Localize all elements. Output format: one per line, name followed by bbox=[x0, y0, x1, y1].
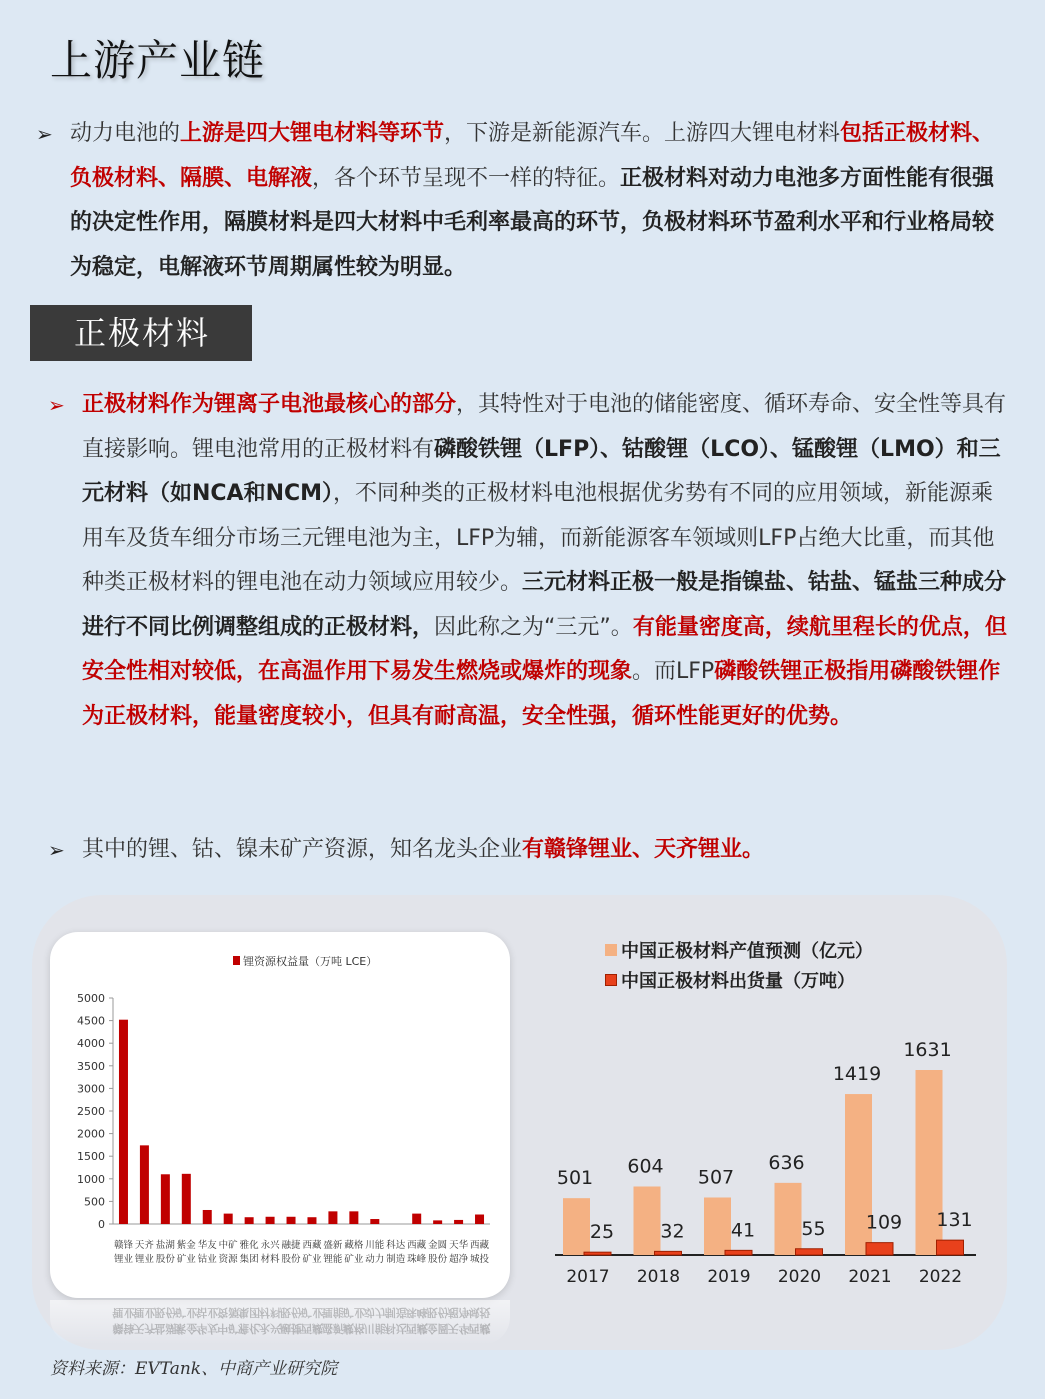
reflection-label: 股份 bbox=[426, 1306, 449, 1319]
volume-label: 41 bbox=[730, 1219, 756, 1242]
reflection-label: 科达 bbox=[384, 1322, 407, 1335]
category-label: 盐湖 bbox=[155, 1240, 175, 1251]
legend-label: 中国正极材料出货量（万吨） bbox=[621, 971, 855, 992]
category-label: 珠峰 bbox=[407, 1254, 427, 1265]
reflection-label: 华友 bbox=[196, 1322, 219, 1335]
reflection-label: 盐湖 bbox=[154, 1322, 177, 1335]
text-run: ，各个环节呈现不一样的特征。 bbox=[312, 165, 621, 191]
reflection-label: 天华 bbox=[447, 1322, 470, 1335]
bar bbox=[266, 1217, 275, 1224]
category-label: 锂业 bbox=[134, 1254, 154, 1265]
y-tick-label: 0 bbox=[98, 1218, 105, 1231]
lithium-resource-chart bbox=[50, 932, 510, 1298]
value-label: 1419 bbox=[832, 1063, 882, 1086]
highlight-run: 有赣锋锂业、天齐锂业。 bbox=[522, 837, 765, 862]
volume-label: 55 bbox=[801, 1217, 826, 1240]
legend-item-volume bbox=[605, 965, 873, 995]
year-label: 2020 bbox=[777, 1267, 822, 1287]
reflection-label: 股份 bbox=[280, 1306, 303, 1319]
category-label: 股份 bbox=[281, 1254, 301, 1265]
cathode-paragraph bbox=[48, 383, 1008, 739]
arrow-bullet-icon: ➢ bbox=[36, 122, 53, 146]
bar bbox=[433, 1220, 442, 1224]
y-tick-label: 1500 bbox=[77, 1150, 105, 1164]
category-label: 赣锋 bbox=[113, 1240, 133, 1251]
reflection-label: 雅化 bbox=[238, 1322, 261, 1335]
reflection-label: 矿业 bbox=[175, 1306, 198, 1319]
text-run: ，下游是新能源汽车。上游四大锂电材料 bbox=[444, 121, 841, 146]
bar bbox=[182, 1174, 191, 1224]
reflection-label: 融捷 bbox=[280, 1322, 303, 1335]
page-title: 上游产业链 bbox=[50, 36, 266, 85]
category-label: 盛新 bbox=[323, 1240, 343, 1251]
bar bbox=[475, 1215, 484, 1224]
y-tick-label: 3000 bbox=[77, 1082, 105, 1096]
reflection-label: 金圆 bbox=[426, 1322, 449, 1335]
highlight-run: 磷酸铁锂正极指用磷酸铁锂作为正极材料，能量密度较小，但具有耐高温，安全性强，循环性能更好的优势。 bbox=[82, 659, 1001, 729]
category-label: 动力 bbox=[365, 1254, 385, 1265]
reflection-label: 中矿 bbox=[217, 1322, 240, 1335]
bar bbox=[370, 1219, 379, 1224]
y-tick-label: 2000 bbox=[77, 1127, 105, 1141]
bar-value bbox=[634, 1186, 661, 1255]
reflection-label: 西藏 bbox=[468, 1322, 491, 1335]
y-tick-label: 5000 bbox=[77, 992, 105, 1005]
reflection-label: 矿业 bbox=[342, 1306, 365, 1319]
source-note: 资料来源：EVTank、中商产业研究院 bbox=[50, 1359, 338, 1379]
bar-volume bbox=[937, 1240, 964, 1255]
reflection-label: 赣锋 bbox=[112, 1322, 135, 1335]
bar bbox=[454, 1220, 463, 1224]
category-label: 钴业 bbox=[197, 1254, 217, 1265]
reflection-label: 西藏 bbox=[300, 1322, 323, 1335]
bar bbox=[349, 1211, 358, 1224]
chart-reflection bbox=[50, 1300, 510, 1345]
volume-label: 109 bbox=[865, 1211, 903, 1234]
category-label: 川能 bbox=[365, 1240, 385, 1251]
category-label: 矿业 bbox=[176, 1254, 196, 1265]
bar bbox=[412, 1214, 421, 1224]
y-tick-label: 4000 bbox=[77, 1037, 105, 1051]
legend-swatch bbox=[605, 974, 617, 986]
category-label: 华友 bbox=[197, 1240, 217, 1251]
category-label: 紫金 bbox=[176, 1240, 196, 1251]
y-tick-label: 1000 bbox=[77, 1172, 105, 1186]
category-label: 锂能 bbox=[323, 1254, 343, 1265]
value-label: 636 bbox=[768, 1151, 805, 1174]
category-label: 西藏 bbox=[302, 1240, 322, 1251]
category-label: 超净 bbox=[449, 1254, 469, 1265]
year-label: 2019 bbox=[707, 1267, 751, 1287]
bar bbox=[287, 1217, 296, 1224]
bar-value bbox=[704, 1197, 731, 1255]
value-label: 507 bbox=[697, 1166, 735, 1189]
lithium-resource-chart-svg bbox=[50, 932, 510, 1298]
category-label: 集团 bbox=[239, 1254, 259, 1265]
text-run: 动力电池的 bbox=[70, 121, 181, 146]
volume-label: 131 bbox=[936, 1209, 973, 1232]
category-label: 天华 bbox=[449, 1240, 469, 1251]
legend-swatch bbox=[605, 944, 617, 956]
category-label: 永兴 bbox=[260, 1240, 280, 1251]
category-label: 西藏 bbox=[407, 1240, 427, 1251]
reflection-svg bbox=[50, 1300, 510, 1345]
reflection-label: 紫金 bbox=[175, 1322, 198, 1335]
reflection-label: 钴业 bbox=[196, 1306, 219, 1319]
arrow-bullet-icon: ➢ bbox=[48, 838, 65, 862]
highlight-run: 正极材料作为锂离子电池最核心的部分 bbox=[82, 392, 457, 417]
reflection-label: 天齐 bbox=[133, 1322, 156, 1335]
bar bbox=[161, 1174, 170, 1224]
bar-volume bbox=[584, 1252, 611, 1255]
category-label: 藏格 bbox=[344, 1240, 364, 1251]
reflection-label: 珠峰 bbox=[405, 1306, 428, 1319]
reflection-label: 资源 bbox=[217, 1306, 240, 1319]
reflection-label: 锂能 bbox=[321, 1306, 344, 1319]
category-label: 锂业 bbox=[113, 1254, 133, 1265]
right-chart-legend bbox=[605, 935, 873, 995]
intro-paragraph bbox=[36, 112, 996, 290]
reflection-label: 矿业 bbox=[300, 1306, 323, 1319]
category-label: 金圆 bbox=[428, 1240, 448, 1251]
reflection-label: 锂业 bbox=[112, 1306, 135, 1319]
legend-item-value bbox=[605, 935, 873, 965]
bar-volume bbox=[796, 1249, 823, 1255]
category-label: 融捷 bbox=[281, 1240, 301, 1251]
bar bbox=[203, 1210, 212, 1224]
bar-volume bbox=[725, 1250, 752, 1255]
value-label: 604 bbox=[627, 1155, 664, 1178]
category-label: 西藏 bbox=[470, 1240, 490, 1251]
category-label: 城投 bbox=[470, 1254, 490, 1265]
reflection-label: 藏格 bbox=[342, 1322, 365, 1335]
bold-run: 磷酸铁锂（LFP）、钴酸锂（LCO）、锰酸锂（LMO）和三元材料（如NCA和NCM） bbox=[82, 436, 1001, 506]
reflection-label: 盛新 bbox=[321, 1322, 344, 1335]
category-label: 矿业 bbox=[344, 1254, 364, 1265]
reflection-label: 锂业 bbox=[133, 1306, 156, 1319]
bar-value bbox=[775, 1183, 802, 1255]
reflection-label: 股份 bbox=[154, 1306, 177, 1319]
year-label: 2017 bbox=[566, 1267, 610, 1287]
volume-label: 32 bbox=[660, 1220, 685, 1243]
arrow-bullet-icon: ➢ bbox=[48, 393, 65, 417]
bar-volume bbox=[866, 1243, 893, 1255]
bar-value bbox=[563, 1198, 590, 1255]
category-label: 制造 bbox=[386, 1254, 406, 1265]
category-label: 天齐 bbox=[134, 1240, 154, 1251]
category-label: 股份 bbox=[428, 1254, 448, 1265]
y-tick-label: 2500 bbox=[77, 1105, 105, 1118]
bar bbox=[307, 1217, 316, 1224]
text-run: 其中的锂、钴、镍未矿产资源，知名龙头企业 bbox=[82, 837, 523, 862]
bold-run: 三元材料正极一般是指镍盐、钴盐、锰盐三种成分进行不同比例调整组成的正极材料， bbox=[82, 570, 1007, 640]
category-label: 股份 bbox=[155, 1254, 175, 1265]
y-tick-label: 3500 bbox=[77, 1059, 105, 1073]
y-tick-label: 4500 bbox=[77, 1014, 105, 1028]
volume-label: 25 bbox=[589, 1221, 615, 1244]
text-run: ，不同种类的正极材料电池根据优劣势有不同的应用领域，新能源乘用车及货车细分市场三元锂电池为主，LFP为辅，而新能源客车领域则LFP占绝大比重，而其他种类正极材料的锂电池在动力领域应用较少。 bbox=[82, 481, 995, 595]
category-label: 中矿 bbox=[218, 1240, 238, 1251]
reflection-label: 动力 bbox=[363, 1306, 386, 1319]
cathode-output-chart bbox=[540, 1000, 990, 1300]
section-header: 正极材料 bbox=[30, 305, 252, 361]
highlight-run: 包括正极材料、负极材料、隔膜、电解液 bbox=[70, 121, 995, 191]
category-label: 科达 bbox=[386, 1240, 406, 1251]
resource-paragraph bbox=[48, 828, 1008, 873]
text-run: 因此称之为“三元”。 bbox=[434, 614, 633, 640]
year-label: 2022 bbox=[918, 1267, 963, 1287]
value-label: 501 bbox=[556, 1167, 594, 1190]
category-label: 材料 bbox=[260, 1254, 280, 1265]
reflection-label: 制造 bbox=[384, 1306, 407, 1319]
category-label: 矿业 bbox=[302, 1254, 322, 1265]
bar bbox=[328, 1211, 337, 1224]
text-run: 。而LFP bbox=[632, 659, 715, 684]
y-tick-label: 500 bbox=[84, 1195, 105, 1209]
category-label: 雅化 bbox=[239, 1240, 259, 1251]
value-label: 1631 bbox=[903, 1039, 952, 1061]
bar-volume bbox=[655, 1251, 682, 1255]
year-label: 2018 bbox=[636, 1267, 681, 1287]
category-label: 资源 bbox=[218, 1254, 238, 1265]
highlight-run: 上游是四大锂电材料等环节 bbox=[180, 121, 445, 146]
bar bbox=[245, 1217, 254, 1224]
reflection-label: 集团 bbox=[238, 1306, 261, 1319]
reflection-group bbox=[112, 1306, 490, 1336]
reflection-label: 城投 bbox=[468, 1306, 491, 1319]
reflection-label: 川能 bbox=[363, 1322, 386, 1335]
reflection-label: 西藏 bbox=[405, 1322, 428, 1335]
bar bbox=[119, 1020, 128, 1224]
legend-label: 中国正极材料产值预测（亿元） bbox=[621, 941, 873, 962]
reflection-label: 材料 bbox=[259, 1306, 282, 1319]
bar bbox=[140, 1145, 149, 1224]
bold-run: 正极材料对动力电池多方面性能有很强的决定性作用，隔膜材料是四大材料中毛利率最高的环节，负极材料环节盈利水平和行业格局较为稳定，电解液环节周期属性较为明显。 bbox=[70, 165, 995, 280]
chart-legend-label: 锂资源权益量（万吨 LCE） bbox=[243, 955, 378, 968]
reflection-label: 永兴 bbox=[259, 1322, 282, 1335]
text-run: ，其特性对于电池的储能密度、循环寿命、安全性等具有直接影响。锂电池常用的正极材料有 bbox=[82, 392, 1007, 462]
reflection-label: 超净 bbox=[447, 1306, 470, 1319]
bar bbox=[224, 1214, 233, 1224]
year-label: 2021 bbox=[848, 1267, 892, 1287]
highlight-run: 有能量密度高，续航里程长的优点，但安全性相对较低，在高温作用下易发生燃烧或爆炸的现象 bbox=[82, 614, 1007, 684]
legend-swatch bbox=[233, 956, 240, 965]
